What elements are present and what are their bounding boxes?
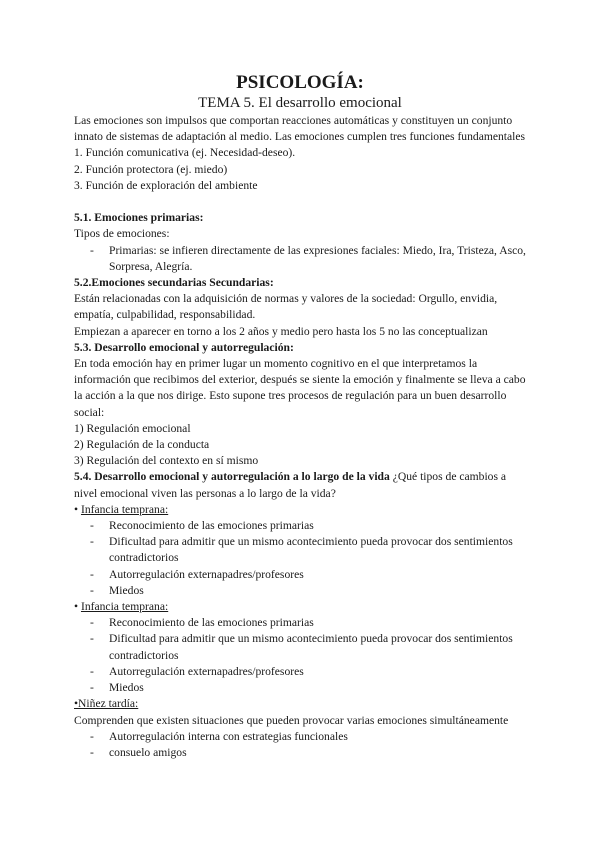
stage-title: Infancia temprana: <box>80 502 169 516</box>
function-item: 3. Función de exploración del ambiente <box>74 178 258 192</box>
stage-list <box>74 729 526 761</box>
list-item: - Reconocimiento de las emociones primarias <box>74 615 526 631</box>
stage-title: Infancia temprana: <box>80 600 169 614</box>
section-paragraph: Comprenden que existen situaciones que pueden provocar varias emociones simultáneamente <box>74 713 509 727</box>
spacer <box>74 194 526 210</box>
stage-list <box>74 615 526 696</box>
stage-list <box>74 518 526 599</box>
page-subtitle: TEMA 5. El desarrollo emocional <box>198 95 402 111</box>
page-title: PSICOLOGÍA: <box>236 72 364 93</box>
regulation-item: 2) Regulación de la conducta <box>74 438 210 452</box>
function-item: 2. Función protectora (ej. miedo) <box>74 162 228 176</box>
stage-label <box>74 599 526 615</box>
list-item: - Autorregulación externapadres/profesores <box>74 664 526 680</box>
section-heading-5-2: 5.2.Emociones secundarias Secundarias: <box>74 276 274 290</box>
list-item: - consuelo amigos <box>74 745 526 761</box>
regulation-item: 1) Regulación emocional <box>74 421 191 435</box>
section-paragraph: Están relacionadas con la adquisición de normas y valores de la sociedad: Orgullo, envidia, empatía, culpabilidad, responsabilidad. <box>74 292 498 322</box>
list-item: - Autorregulación interna con estrategias funcionales <box>74 729 526 745</box>
list-item: - Autorregulación externapadres/profesores <box>74 567 526 583</box>
list-item: - Miedos <box>74 583 526 599</box>
list-item: - Reconocimiento de las emociones primarias <box>74 518 526 534</box>
stage-title: •Niñez tardía: <box>74 697 139 711</box>
bullet-marker: • <box>74 502 81 516</box>
list-item: - Primarias: se infieren directamente de las expresiones faciales: Miedo, Ira, Tristeza, Asco, Sorpresa, Alegría. <box>74 243 526 275</box>
list-item: - Dificultad para admitir que un mismo acontecimiento pueda provocar dos sentimientos contradictorios <box>74 631 526 663</box>
emotion-types-list <box>74 243 526 275</box>
section-5-4-intro <box>74 469 526 501</box>
function-item: 1. Función comunicativa (ej. Necesidad-deseo). <box>74 146 296 160</box>
intro-paragraph: Las emociones son impulsos que comportan reacciones automáticas y constituyen un conjunto innato de sistemas de adaptación al medio. Las emociones cumplen tres funciones fundamentales <box>74 114 526 144</box>
list-item: - Miedos <box>74 680 526 696</box>
stage-label <box>74 502 526 518</box>
section-heading-5-4: 5.4. Desarrollo emocional y autorregulación a lo largo de la vida <box>74 470 390 484</box>
section-heading-5-3: 5.3. Desarrollo emocional y autorregulación: <box>74 340 294 354</box>
section-label: Tipos de emociones: <box>74 227 170 241</box>
section-paragraph: Empiezan a aparecer en torno a los 2 años y medio pero hasta los 5 no las conceptualizan <box>74 324 488 338</box>
section-question: ¿Qué tipos de cambios a nivel emocional viven las personas a lo largo de la vida? <box>74 470 507 500</box>
bullet-marker: • <box>74 600 81 614</box>
section-paragraph: En toda emoción hay en primer lugar un momento cognitivo en el que interpretamos la información que recibimos del exterior, después se siente la emoción y finalmente se lleva a cabo la acción a la que nos dirige. Esto supone tres procesos de regulación para un buen desarrollo social: <box>74 357 526 419</box>
list-item: - Dificultad para admitir que un mismo acontecimiento pueda provocar dos sentimientos contradictorios <box>74 534 526 566</box>
section-heading-5-1: 5.1. Emociones primarias: <box>74 211 204 225</box>
regulation-item: 3) Regulación del contexto en sí mismo <box>74 454 259 468</box>
